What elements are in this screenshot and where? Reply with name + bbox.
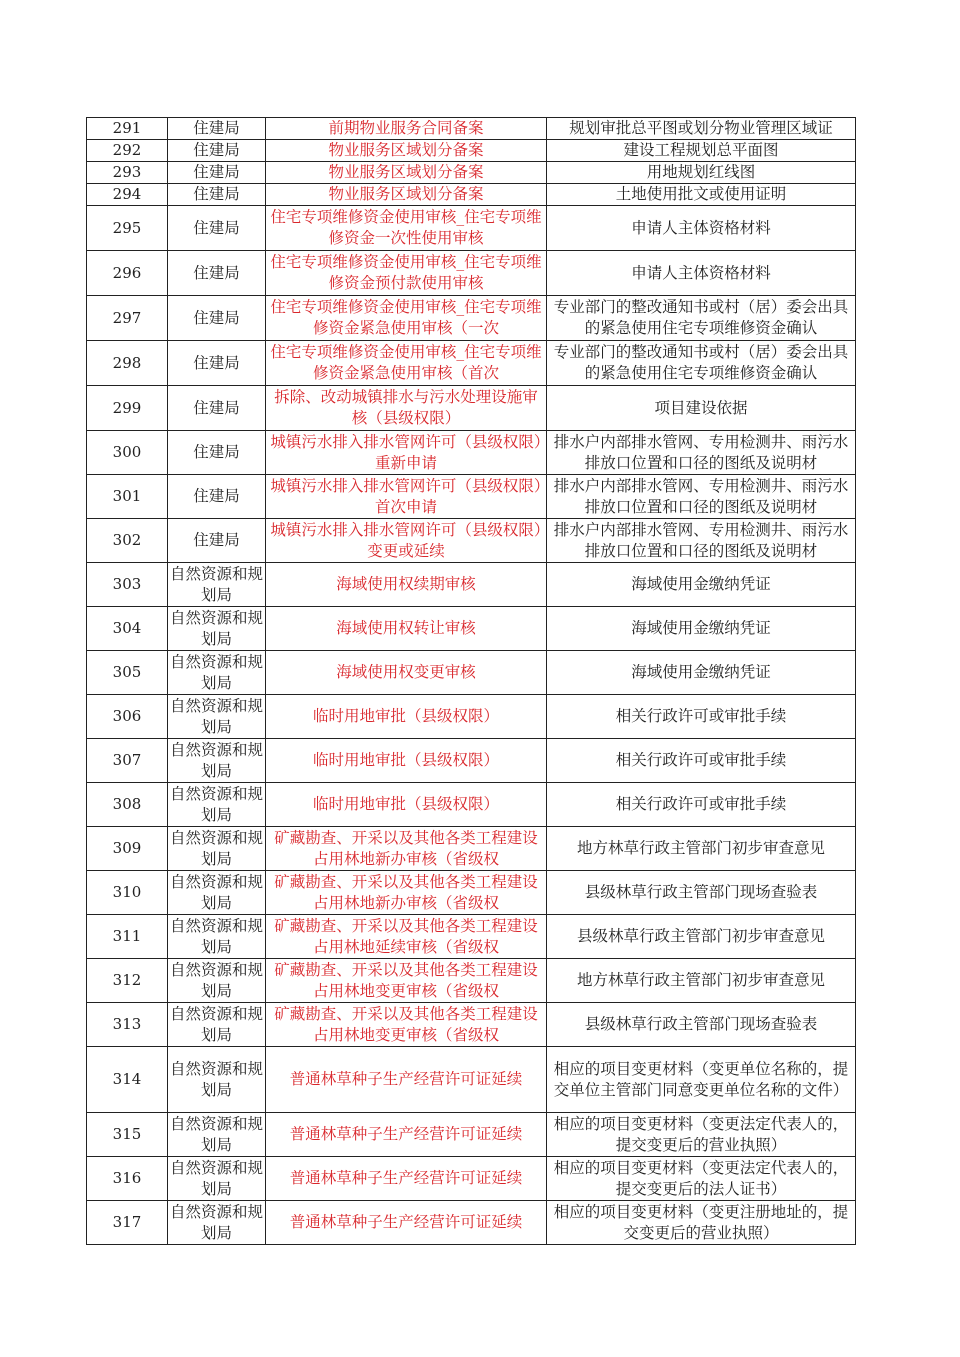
material-cell xyxy=(547,915,856,959)
table-row xyxy=(87,915,856,959)
department-cell-text: 自然资源和规划局 xyxy=(170,1202,263,1242)
material-cell xyxy=(547,162,856,184)
table-row xyxy=(87,431,856,475)
material-cell-text: 专业部门的整改通知书或村（居）委会出具的紧急使用住宅专项维修资金确认 xyxy=(553,343,849,382)
table-row xyxy=(87,206,856,251)
material-cell xyxy=(547,1047,856,1113)
row-number-cell-text: 312 xyxy=(112,971,142,989)
material-cell-text: 县级林草行政主管部门现场查验表 xyxy=(584,883,818,901)
row-number-cell xyxy=(87,607,168,651)
item-name-cell xyxy=(266,118,547,140)
item-name-cell xyxy=(266,695,547,739)
item-name-cell-text: 矿藏勘查、开采以及其他各类工程建设占用林地新办审核（省级权 xyxy=(274,872,538,912)
row-number-cell-text: 315 xyxy=(112,1125,142,1143)
table-row xyxy=(87,251,856,296)
item-name-cell xyxy=(266,607,547,651)
department-cell xyxy=(168,563,266,607)
table-row xyxy=(87,827,856,871)
item-name-cell xyxy=(266,959,547,1003)
item-name-cell-text: 拆除、改动城镇排水与污水处理设施审核（县级权限） xyxy=(274,388,538,427)
material-cell-text: 相应的项目变更材料（变更注册地址的，提交变更后的营业执照） xyxy=(553,1202,849,1242)
material-cell xyxy=(547,341,856,386)
table-row xyxy=(87,475,856,519)
material-cell xyxy=(547,959,856,1003)
material-cell-text: 土地使用批文或使用证明 xyxy=(615,185,787,203)
department-cell-text: 自然资源和规划局 xyxy=(170,916,263,956)
row-number-cell xyxy=(87,296,168,341)
material-cell-text: 规划审批总平图或划分物业管理区域证 xyxy=(569,119,833,137)
material-cell-text: 相应的项目变更材料（变更法定代表人的，提交变更后的法人证书） xyxy=(553,1158,849,1198)
department-cell-text: 自然资源和规划局 xyxy=(170,960,263,1000)
table-row xyxy=(87,959,856,1003)
material-cell-text: 县级林草行政主管部门现场查验表 xyxy=(584,1015,818,1033)
department-cell xyxy=(168,827,266,871)
department-cell-text: 自然资源和规划局 xyxy=(170,696,263,736)
item-name-cell xyxy=(266,341,547,386)
row-number-cell xyxy=(87,871,168,915)
table-row xyxy=(87,341,856,386)
item-name-cell xyxy=(266,915,547,959)
row-number-cell xyxy=(87,827,168,871)
item-name-cell xyxy=(266,1113,547,1157)
row-number-cell xyxy=(87,251,168,296)
material-cell xyxy=(547,739,856,783)
item-name-cell xyxy=(266,184,547,206)
row-number-cell-text: 292 xyxy=(112,141,142,159)
item-name-cell xyxy=(266,563,547,607)
material-cell xyxy=(547,1003,856,1047)
row-number-cell-text: 317 xyxy=(112,1213,142,1231)
material-cell-text: 申请人主体资格材料 xyxy=(631,263,771,282)
document-table xyxy=(86,117,856,1245)
material-cell xyxy=(547,251,856,296)
item-name-cell xyxy=(266,783,547,827)
material-cell-text: 建设工程规划总平面图 xyxy=(623,141,779,159)
table-row xyxy=(87,783,856,827)
material-cell-text: 地方林草行政主管部门初步审查意见 xyxy=(576,839,825,857)
department-cell xyxy=(168,341,266,386)
department-cell xyxy=(168,959,266,1003)
table-row xyxy=(87,118,856,140)
item-name-cell-text: 矿藏勘查、开采以及其他各类工程建设占用林地变更审核（省级权 xyxy=(274,960,538,1000)
material-cell-text: 申请人主体资格材料 xyxy=(631,218,771,237)
material-cell xyxy=(547,475,856,519)
department-cell xyxy=(168,475,266,519)
table-row xyxy=(87,651,856,695)
material-cell xyxy=(547,1201,856,1245)
department-cell xyxy=(168,140,266,162)
row-number-cell-text: 309 xyxy=(112,839,142,857)
item-name-cell-text: 临时用地审批（县级权限） xyxy=(312,795,499,813)
item-name-cell-text: 普通林草种子生产经营许可证延续 xyxy=(289,1070,523,1088)
material-cell xyxy=(547,431,856,475)
table-row xyxy=(87,162,856,184)
row-number-cell xyxy=(87,341,168,386)
department-cell xyxy=(168,783,266,827)
row-number-cell-text: 298 xyxy=(112,353,142,372)
table-row xyxy=(87,1201,856,1245)
row-number-cell-text: 295 xyxy=(112,218,142,237)
material-cell xyxy=(547,783,856,827)
material-cell xyxy=(547,1113,856,1157)
row-number-cell-text: 293 xyxy=(112,163,142,181)
department-cell-text: 住建局 xyxy=(193,163,240,181)
material-cell xyxy=(547,1157,856,1201)
item-name-cell xyxy=(266,871,547,915)
row-number-cell-text: 304 xyxy=(112,619,142,637)
item-name-cell xyxy=(266,739,547,783)
item-name-cell xyxy=(266,651,547,695)
item-name-cell xyxy=(266,1003,547,1047)
department-cell xyxy=(168,519,266,563)
row-number-cell-text: 306 xyxy=(112,707,142,725)
material-cell xyxy=(547,296,856,341)
item-name-cell-text: 矿藏勘查、开采以及其他各类工程建设占用林地新办审核（省级权 xyxy=(274,828,538,868)
material-cell xyxy=(547,827,856,871)
item-name-cell xyxy=(266,1047,547,1113)
department-cell xyxy=(168,162,266,184)
material-cell-text: 项目建设依据 xyxy=(654,398,748,417)
table-row xyxy=(87,563,856,607)
row-number-cell xyxy=(87,1003,168,1047)
table-row xyxy=(87,386,856,431)
department-cell xyxy=(168,695,266,739)
department-cell-text: 自然资源和规划局 xyxy=(170,1004,263,1044)
department-cell-text: 住建局 xyxy=(193,141,240,159)
department-cell xyxy=(168,1047,266,1113)
item-name-cell-text: 海域使用权转让审核 xyxy=(336,619,476,637)
department-cell-text: 住建局 xyxy=(193,531,240,549)
item-name-cell xyxy=(266,475,547,519)
department-cell xyxy=(168,431,266,475)
department-cell-text: 自然资源和规划局 xyxy=(170,740,263,780)
material-cell xyxy=(547,140,856,162)
table-row xyxy=(87,871,856,915)
table-row xyxy=(87,296,856,341)
material-cell-text: 相关行政许可或审批手续 xyxy=(615,751,787,769)
department-cell-text: 自然资源和规划局 xyxy=(170,1114,263,1154)
row-number-cell-text: 300 xyxy=(112,443,142,461)
row-number-cell xyxy=(87,1157,168,1201)
item-name-cell-text: 普通林草种子生产经营许可证延续 xyxy=(289,1213,523,1231)
row-number-cell xyxy=(87,739,168,783)
item-name-cell xyxy=(266,162,547,184)
department-cell-text: 住建局 xyxy=(193,218,240,237)
department-cell xyxy=(168,1201,266,1245)
material-cell-text: 县级林草行政主管部门初步审查意见 xyxy=(576,927,825,945)
row-number-cell-text: 310 xyxy=(112,883,142,901)
item-name-cell-text: 临时用地审批（县级权限） xyxy=(312,751,499,769)
row-number-cell-text: 299 xyxy=(112,398,142,417)
item-name-cell xyxy=(266,1201,547,1245)
item-name-cell-text: 普通林草种子生产经营许可证延续 xyxy=(289,1169,523,1187)
material-cell-text: 用地规划红线图 xyxy=(646,163,756,181)
item-name-cell xyxy=(266,251,547,296)
row-number-cell xyxy=(87,118,168,140)
table-row xyxy=(87,1003,856,1047)
item-name-cell-text: 临时用地审批（县级权限） xyxy=(312,707,499,725)
material-cell xyxy=(547,118,856,140)
item-name-cell-text: 前期物业服务合同备案 xyxy=(328,119,484,137)
item-name-cell-text: 海域使用权变更审核 xyxy=(336,663,476,681)
table-row xyxy=(87,695,856,739)
row-number-cell xyxy=(87,563,168,607)
material-cell-text: 相关行政许可或审批手续 xyxy=(615,795,787,813)
row-number-cell-text: 308 xyxy=(112,795,142,813)
item-name-cell-text: 住宅专项维修资金使用审核_住宅专项维修资金预付款使用审核 xyxy=(270,253,542,292)
table-row xyxy=(87,519,856,563)
item-name-cell xyxy=(266,519,547,563)
department-cell-text: 住建局 xyxy=(193,308,240,327)
item-name-cell-text: 城镇污水排入排水管网许可（县级权限）变更或延续 xyxy=(270,520,542,560)
material-cell-text: 排水户内部排水管网、专用检测井、雨污水排放口位置和口径的图纸及说明材 xyxy=(553,476,849,516)
row-number-cell xyxy=(87,1201,168,1245)
department-cell-text: 自然资源和规划局 xyxy=(170,608,263,648)
row-number-cell xyxy=(87,431,168,475)
department-cell-text: 自然资源和规划局 xyxy=(170,784,263,824)
material-cell-text: 专业部门的整改通知书或村（居）委会出具的紧急使用住宅专项维修资金确认 xyxy=(553,298,849,337)
material-cell xyxy=(547,206,856,251)
row-number-cell xyxy=(87,1113,168,1157)
row-number-cell-text: 307 xyxy=(112,751,142,769)
row-number-cell xyxy=(87,162,168,184)
material-cell xyxy=(547,184,856,206)
item-name-cell xyxy=(266,386,547,431)
table-row xyxy=(87,1157,856,1201)
row-number-cell xyxy=(87,184,168,206)
material-cell xyxy=(547,607,856,651)
department-cell xyxy=(168,251,266,296)
table-row xyxy=(87,739,856,783)
item-name-cell-text: 物业服务区域划分备案 xyxy=(328,185,484,203)
table-row xyxy=(87,607,856,651)
item-name-cell-text: 矿藏勘查、开采以及其他各类工程建设占用林地延续审核（省级权 xyxy=(274,916,538,956)
item-name-cell xyxy=(266,431,547,475)
department-cell-text: 住建局 xyxy=(193,443,240,461)
department-cell xyxy=(168,1003,266,1047)
item-name-cell-text: 普通林草种子生产经营许可证延续 xyxy=(289,1125,523,1143)
row-number-cell xyxy=(87,651,168,695)
row-number-cell xyxy=(87,519,168,563)
material-cell-text: 相应的项目变更材料（变更单位名称的，提交单位主管部门同意变更单位名称的文件） xyxy=(553,1059,849,1099)
department-cell-text: 自然资源和规划局 xyxy=(170,1059,263,1099)
row-number-cell xyxy=(87,386,168,431)
department-cell xyxy=(168,386,266,431)
material-cell xyxy=(547,695,856,739)
row-number-cell xyxy=(87,915,168,959)
row-number-cell xyxy=(87,959,168,1003)
row-number-cell xyxy=(87,475,168,519)
item-name-cell-text: 住宅专项维修资金使用审核_住宅专项维修资金一次性使用审核 xyxy=(270,208,542,247)
material-cell-text: 排水户内部排水管网、专用检测井、雨污水排放口位置和口径的图纸及说明材 xyxy=(553,520,849,560)
department-cell xyxy=(168,1113,266,1157)
material-cell-text: 排水户内部排水管网、专用检测井、雨污水排放口位置和口径的图纸及说明材 xyxy=(553,432,849,472)
row-number-cell-text: 314 xyxy=(112,1070,142,1088)
row-number-cell xyxy=(87,1047,168,1113)
department-cell xyxy=(168,607,266,651)
department-cell-text: 自然资源和规划局 xyxy=(170,652,263,692)
material-cell xyxy=(547,386,856,431)
table-row xyxy=(87,184,856,206)
department-cell-text: 自然资源和规划局 xyxy=(170,564,263,604)
row-number-cell xyxy=(87,140,168,162)
department-cell-text: 自然资源和规划局 xyxy=(170,872,263,912)
department-cell xyxy=(168,739,266,783)
department-cell-text: 自然资源和规划局 xyxy=(170,828,263,868)
item-name-cell xyxy=(266,1157,547,1201)
table-row xyxy=(87,1113,856,1157)
department-cell-text: 住建局 xyxy=(193,185,240,203)
department-cell-text: 自然资源和规划局 xyxy=(170,1158,263,1198)
material-cell-text: 海域使用金缴纳凭证 xyxy=(631,619,771,637)
department-cell xyxy=(168,118,266,140)
row-number-cell-text: 297 xyxy=(112,308,142,327)
department-cell-text: 住建局 xyxy=(193,398,240,417)
item-name-cell-text: 物业服务区域划分备案 xyxy=(328,141,484,159)
department-cell xyxy=(168,871,266,915)
department-cell xyxy=(168,915,266,959)
item-name-cell-text: 城镇污水排入排水管网许可（县级权限）首次申请 xyxy=(270,476,542,516)
department-cell xyxy=(168,184,266,206)
row-number-cell-text: 302 xyxy=(112,531,142,549)
material-cell-text: 相关行政许可或审批手续 xyxy=(615,707,787,725)
row-number-cell-text: 301 xyxy=(112,487,142,505)
table-row xyxy=(87,1047,856,1113)
table-body xyxy=(87,118,856,1245)
material-cell-text: 相应的项目变更材料（变更法定代表人的，提交变更后的营业执照） xyxy=(553,1114,849,1154)
row-number-cell xyxy=(87,206,168,251)
material-cell xyxy=(547,871,856,915)
row-number-cell-text: 303 xyxy=(112,575,142,593)
material-cell-text: 海域使用金缴纳凭证 xyxy=(631,575,771,593)
item-name-cell xyxy=(266,827,547,871)
item-name-cell-text: 住宅专项维修资金使用审核_住宅专项维修资金紧急使用审核（首次 xyxy=(270,343,542,382)
item-name-cell-text: 矿藏勘查、开采以及其他各类工程建设占用林地变更审核（省级权 xyxy=(274,1004,538,1044)
row-number-cell-text: 305 xyxy=(112,663,142,681)
row-number-cell-text: 294 xyxy=(112,185,142,203)
item-name-cell xyxy=(266,140,547,162)
material-cell-text: 地方林草行政主管部门初步审查意见 xyxy=(576,971,825,989)
item-name-cell-text: 住宅专项维修资金使用审核_住宅专项维修资金紧急使用审核（一次 xyxy=(270,298,542,337)
row-number-cell xyxy=(87,695,168,739)
row-number-cell-text: 313 xyxy=(112,1015,142,1033)
row-number-cell-text: 311 xyxy=(112,927,142,945)
department-cell xyxy=(168,296,266,341)
table-row xyxy=(87,140,856,162)
row-number-cell-text: 296 xyxy=(112,263,142,282)
item-name-cell-text: 海域使用权续期审核 xyxy=(336,575,476,593)
department-cell xyxy=(168,1157,266,1201)
row-number-cell-text: 291 xyxy=(112,119,142,137)
material-cell xyxy=(547,563,856,607)
item-name-cell xyxy=(266,206,547,251)
material-cell-text: 海域使用金缴纳凭证 xyxy=(631,663,771,681)
row-number-cell xyxy=(87,783,168,827)
department-cell-text: 住建局 xyxy=(193,119,240,137)
row-number-cell-text: 316 xyxy=(112,1169,142,1187)
department-cell-text: 住建局 xyxy=(193,353,240,372)
item-name-cell-text: 物业服务区域划分备案 xyxy=(328,163,484,181)
material-cell xyxy=(547,519,856,563)
department-cell xyxy=(168,651,266,695)
item-name-cell xyxy=(266,296,547,341)
material-cell xyxy=(547,651,856,695)
department-cell xyxy=(168,206,266,251)
item-name-cell-text: 城镇污水排入排水管网许可（县级权限）重新申请 xyxy=(270,432,542,472)
department-cell-text: 住建局 xyxy=(193,487,240,505)
department-cell-text: 住建局 xyxy=(193,263,240,282)
